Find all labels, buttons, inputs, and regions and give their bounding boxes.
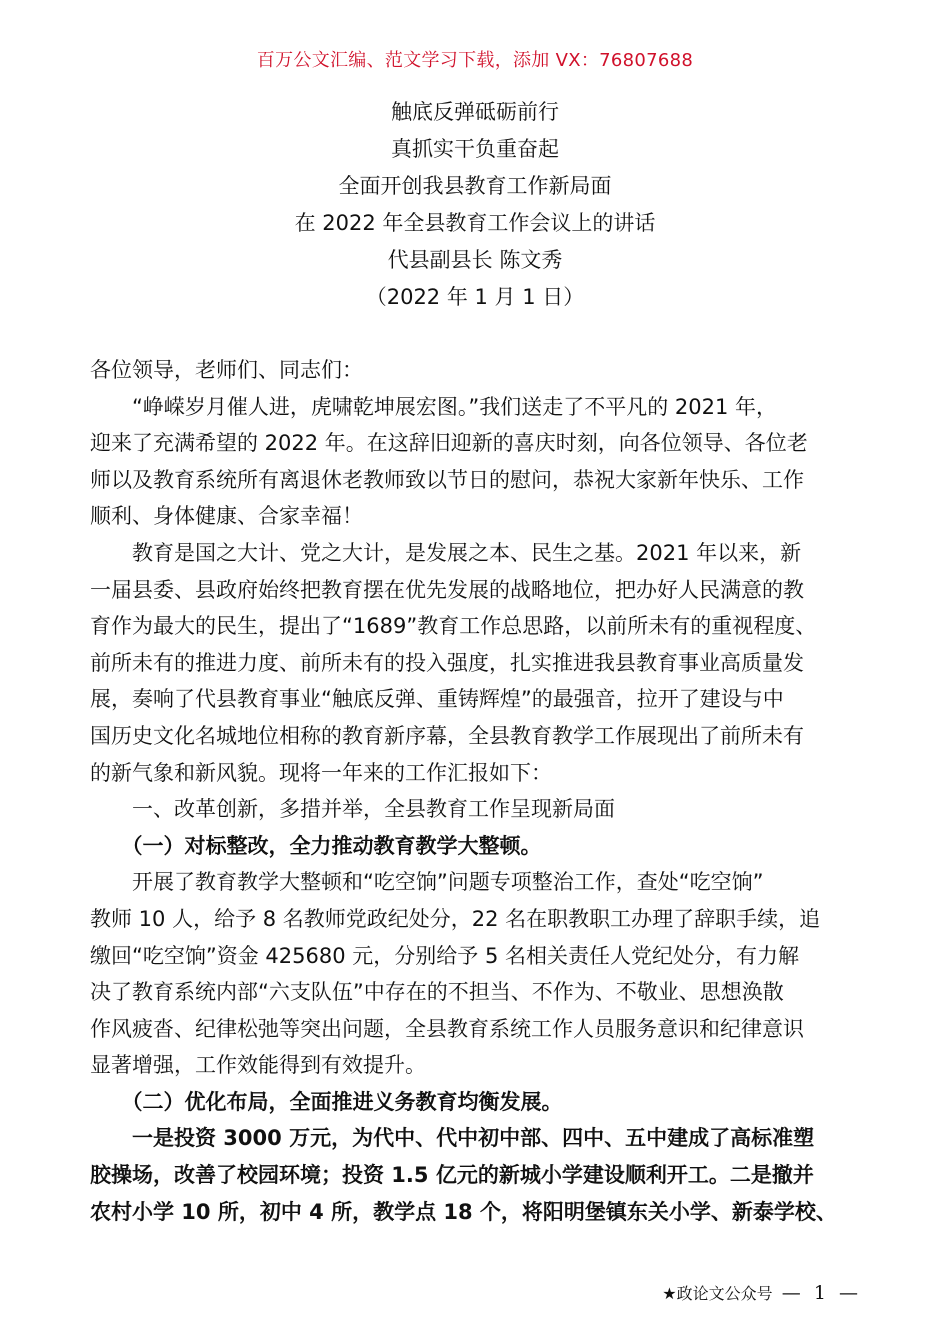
- paragraph-line: 农村小学 10 所，初中 4 所，教学点 18 个，将阳明堡镇东关小学、新泰学校、: [90, 1199, 837, 1224]
- title-line-1: 触底反弹砥砺前行: [391, 100, 559, 124]
- paragraph-line: 迎来了充满希望的 2022 年。在这辞旧迎新的喜庆时刻，向各位领导、各位老: [90, 431, 808, 456]
- paragraph-line: 师以及教育系统所有离退休老教师致以节日的慰问，恭祝大家新年快乐、工作: [90, 467, 804, 492]
- paragraph-line: “峥嵘岁月催人进，虎啸乾坤展宏图。”我们送走了不平凡的 2021 年，: [90, 394, 778, 419]
- paragraph-line: 的新气象和新风貌。现将一年来的工作汇报如下：: [90, 760, 552, 785]
- paragraph-line: 一是投资 3000 万元，为代中、代中初中部、四中、五中建成了高标准塑: [90, 1126, 815, 1151]
- salutation: 各位领导，老师们、同志们：: [90, 358, 363, 382]
- paragraph-line: 开展了教育教学大整顿和“吃空饷”问题专项整治工作，查处“吃空饷”: [90, 870, 764, 895]
- page-footer: [0, 1281, 862, 1304]
- footer-dash-left: —: [781, 1282, 801, 1304]
- body-text: [90, 352, 862, 1230]
- title-line-3: 全面开创我县教育工作新局面: [338, 174, 612, 198]
- speech-date: （2022 年 1 月 1 日）: [365, 285, 585, 309]
- paragraph-line: 作风疲沓、纪律松弛等突出问题，全县教育系统工作人员服务意识和纪律意识: [90, 1016, 804, 1041]
- footer-dash-right: —: [839, 1282, 858, 1304]
- title-line-2: 真抓实干负重奋起: [391, 137, 559, 161]
- paragraph-line: 胶操场，改善了校园环境；投资 1.5 亿元的新城小学建设顺利开工。二是撤并: [90, 1163, 814, 1188]
- paragraph-line: 展，奏响了代县教育事业“触底反弹、重铸辉煌”的最强音，拉开了建设与中: [90, 687, 784, 712]
- paragraph-line: 前所未有的推进力度、前所未有的投入强度，扎实推进我县教育事业高质量发: [90, 650, 804, 675]
- speaker-name: 代县副县长 陈文秀: [387, 248, 563, 272]
- speech-occasion: 在 2022 年全县教育工作会议上的讲话: [294, 211, 656, 235]
- header-banner: 百万公文汇编、范文学习下载，添加 VX：76807688: [256, 50, 694, 71]
- footer-source: ★政论文公众号: [662, 1284, 773, 1303]
- page-number: 1: [813, 1282, 826, 1304]
- paragraph-line: 一届县委、县政府始终把教育摆在优先发展的战略地位，把办好人民满意的教: [90, 577, 804, 602]
- paragraph-line: 缴回“吃空饷”资金 425680 元，分别给予 5 名相关责任人党纪处分，有力解: [90, 943, 799, 968]
- subsection-heading: （一）对标整改，全力推动教育教学大整顿。: [90, 833, 542, 858]
- paragraph-line: 教育是国之大计、党之大计，是发展之本、民生之基。2021 年以来，新: [90, 540, 802, 565]
- paragraph-line: 决了教育系统内部“六支队伍”中存在的不担当、不作为、不敬业、思想涣散: [90, 980, 784, 1005]
- paragraph-line: 顺利、身体健康、合家幸福！: [90, 504, 363, 529]
- subsection-heading: （二）优化布局，全面推进义务教育均衡发展。: [90, 1089, 563, 1114]
- paragraph-line: 显著增强，工作效能得到有效提升。: [90, 1053, 426, 1078]
- paragraph-line: 育作为最大的民生，提出了“1689”教育工作总思路，以前所未有的重视程度、: [90, 614, 817, 639]
- section-heading: 一、改革创新，多措并举，全县教育工作呈现新局面: [90, 797, 615, 822]
- paragraph-line: 国历史文化名城地位相称的教育新序幕，全县教育教学工作展现出了前所未有: [90, 723, 804, 748]
- paragraph-line: 教师 10 人，给予 8 名教师党政纪处分，22 名在职教职工办理了辞职手续，追: [90, 906, 821, 931]
- title-block: [0, 94, 950, 316]
